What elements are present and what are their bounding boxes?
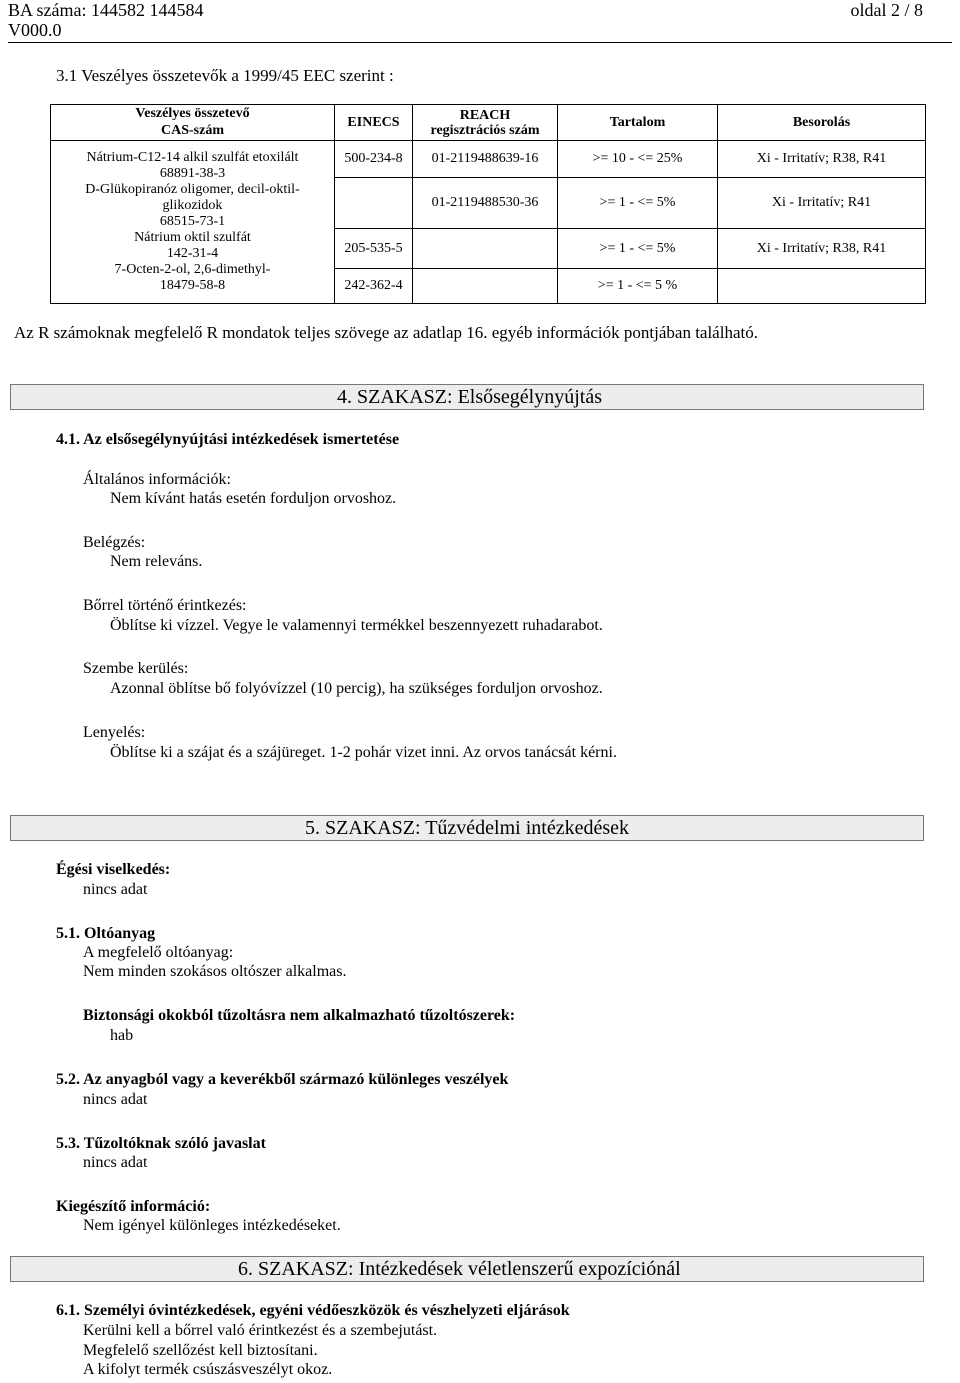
einecs-cell: 205-535-5	[335, 229, 413, 269]
unsuitable-media-label: Biztonsági okokból tűzoltásra nem alkalmazható tűzoltószerek:	[83, 1007, 516, 1024]
ba-number: BA száma: 144582 144584	[8, 0, 204, 20]
content-cell: >= 1 - <= 5 %	[558, 269, 718, 304]
ingredient-name: D-Glükopiranóz oligomer, decil-oktil-	[85, 182, 300, 197]
section-5-3-text: nincs adat	[83, 1154, 148, 1171]
ingredient-name: 7-Octen-2-ol, 2,6-dimethyl-	[114, 262, 271, 277]
additional-info-text: Nem igényel különleges intézkedéseket.	[83, 1217, 341, 1234]
header-reach-line1: REACH	[459, 107, 511, 123]
content-cell: >= 1 - <= 5%	[558, 178, 718, 229]
skin-contact-text: Öblítse ki vízzel. Vegye le valamennyi termékkel beszennyezett ruhadarabot.	[110, 617, 603, 634]
section-5-1-title: 5.1. Oltóanyag	[56, 925, 156, 942]
ingestion-label: Lenyelés:	[83, 724, 146, 741]
unsuitable-media-text: hab	[110, 1027, 134, 1044]
section-6-1-line: A kifolyt termék csúszásveszélyt okoz.	[83, 1361, 333, 1378]
ingredient-name: Nátrium-C12-14 alkil szulfát etoxilált	[86, 150, 299, 165]
classification-cell: Xi - Irritatív; R38, R41	[718, 141, 926, 178]
section-5-2-title: 5.2. Az anyagból vagy a keverékből származó különleges veszélyek	[56, 1071, 509, 1088]
reach-cell: 01-2119488639-16	[413, 141, 558, 178]
section-6-1-line: Kerülni kell a bőrrel való érintkezést és a szembejutást.	[83, 1322, 438, 1339]
cas-number: 18479-58-8	[159, 278, 226, 293]
section-4-title: 4. SZAKASZ: Elsősegélynyújtás	[337, 386, 602, 408]
header-reach-line2: regisztrációs szám	[430, 122, 540, 138]
header-classification: Besorolás	[718, 105, 926, 141]
cas-number: 68891-38-3	[159, 166, 226, 181]
inhalation-label: Belégzés:	[83, 534, 146, 551]
general-info-label: Általános információk:	[83, 471, 231, 488]
classification-cell: Xi - Irritatív; R38, R41	[718, 229, 926, 269]
header-einecs: EINECS	[335, 105, 413, 141]
table-header-row	[51, 105, 926, 141]
ingredient-name: glikozidok	[162, 198, 223, 213]
suitable-media-label: A megfelelő oltóanyag:	[83, 944, 234, 961]
ingestion-text: Öblítse ki a szájat és a szájüreget. 1-2 pohár vizet inni. Az orvos tanácsát kérni.	[110, 744, 617, 761]
reach-cell	[413, 269, 558, 304]
section-5-2-text: nincs adat	[83, 1091, 148, 1108]
ingredient-name: Nátrium oktil szulfát	[134, 230, 251, 245]
header-reach	[413, 105, 558, 141]
reach-cell	[413, 229, 558, 269]
general-info-text: Nem kívánt hatás esetén forduljon orvoshoz.	[110, 490, 397, 507]
additional-info-label: Kiegészítő információ:	[56, 1198, 211, 1215]
composition-table	[50, 104, 926, 304]
inhalation-text: Nem releváns.	[110, 553, 203, 570]
r-phrases-note: Az R számoknak megfelelő R mondatok teljes szövege az adatlap 16. egyéb információk pontjában található.	[14, 323, 758, 342]
section-4-1-title: 4.1. Az elsősegélynyújtási intézkedések ismertetése	[56, 431, 400, 448]
header-name-line1: Veszélyes összetevő	[135, 106, 250, 122]
suitable-media-text: Nem minden szokásos oltószer alkalmas.	[83, 963, 347, 980]
eye-contact-label: Szembe kerülés:	[83, 660, 189, 677]
header-rule	[8, 42, 952, 43]
einecs-cell	[335, 178, 413, 229]
burning-behavior-text: nincs adat	[83, 881, 148, 898]
section-6-1-line: Megfelelő szellőzést kell biztosítani.	[83, 1342, 318, 1359]
reach-cell: 01-2119488530-36	[413, 178, 558, 229]
ingredient-names-cell	[51, 141, 335, 304]
version: V000.0	[8, 20, 62, 40]
content-cell: >= 1 - <= 5%	[558, 229, 718, 269]
section-5-3-title: 5.3. Tűzoltóknak szóló javaslat	[56, 1135, 266, 1152]
content-cell: >= 10 - <= 25%	[558, 141, 718, 178]
section-6-title: 6. SZAKASZ: Intézkedések véletlenszerű expozíciónál	[238, 1258, 681, 1280]
table-row	[51, 141, 926, 178]
skin-contact-label: Bőrrel történő érintkezés:	[83, 597, 247, 614]
burning-behavior-label: Égési viselkedés:	[56, 861, 171, 878]
classification-cell	[718, 269, 926, 304]
header-name-line2: CAS-szám	[161, 122, 224, 138]
eye-contact-text: Azonnal öblítse bő folyóvízzel (10 percig), ha szükséges forduljon orvoshoz.	[110, 680, 603, 697]
header-content: Tartalom	[558, 105, 718, 141]
header-name	[51, 105, 335, 141]
classification-cell: Xi - Irritatív; R41	[718, 178, 926, 229]
page-number: oldal 2 / 8	[850, 0, 923, 20]
cas-number: 142-31-4	[166, 246, 219, 261]
einecs-cell: 500-234-8	[335, 141, 413, 178]
einecs-cell: 242-362-4	[335, 269, 413, 304]
section-5-title: 5. SZAKASZ: Tűzvédelmi intézkedések	[305, 817, 630, 839]
section-6-1-title: 6.1. Személyi óvintézkedések, egyéni védőeszközök és vészhelyzeti eljárások	[56, 1302, 570, 1319]
cas-number: 68515-73-1	[159, 214, 226, 229]
section-3-1-title: 3.1 Veszélyes összetevők a 1999/45 EEC szerint :	[56, 66, 394, 85]
